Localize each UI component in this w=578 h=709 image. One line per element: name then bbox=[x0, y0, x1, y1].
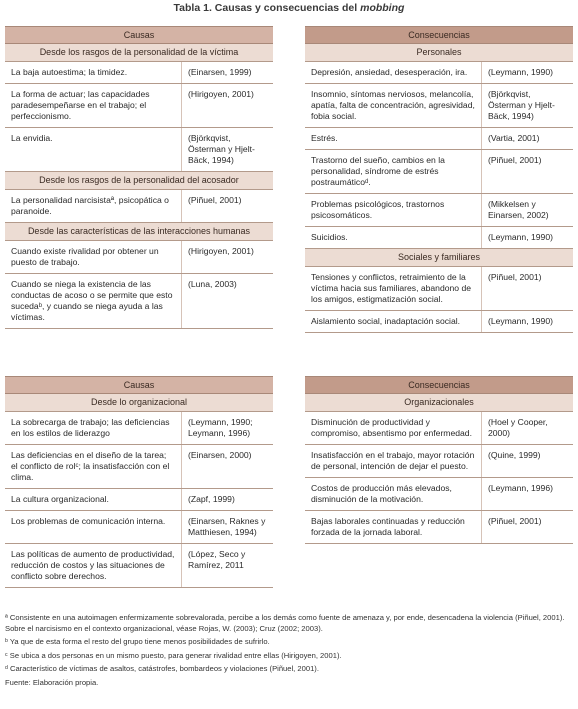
row-reference: (Einarsen, 1999) bbox=[181, 62, 273, 83]
table-row bbox=[5, 445, 273, 489]
footnotes bbox=[5, 613, 573, 691]
table-row bbox=[305, 267, 573, 311]
table-row bbox=[305, 194, 573, 227]
row-reference: (Hirigoyen, 2001) bbox=[181, 241, 273, 273]
row-reference: (Vartia, 2001) bbox=[481, 128, 573, 149]
row-reference: (Piñuel, 2001) bbox=[181, 190, 273, 222]
section-heading: Desde los rasgos de la personalidad de la víctima bbox=[5, 44, 273, 62]
consequences-personal-panel bbox=[305, 26, 573, 333]
row-description: Los problemas de comunicación interna. bbox=[11, 516, 166, 526]
row-description: Insatisfacción en el trabajo, mayor rotación de personal, intención de dejar el puesto. bbox=[311, 450, 475, 471]
row-description: Problemas psicológicos, trastornos psicosomáticos. bbox=[311, 199, 445, 220]
table-row bbox=[305, 478, 573, 511]
table-row bbox=[5, 412, 273, 445]
row-reference: (Piñuel, 2001) bbox=[481, 150, 573, 193]
section-heading: Sociales y familiares bbox=[305, 249, 573, 267]
row-description: Cuando se niega la existencia de las conductas de acoso o se permite que esto sucedaᵇ, y cuando se niega ayuda a las víctimas. bbox=[11, 279, 173, 322]
table-row bbox=[5, 62, 273, 84]
row-description: Bajas laborales continuadas y reducción forzada de la jornada laboral. bbox=[311, 516, 465, 537]
footnote-c: ᶜ Se ubica a dos personas en un mismo puesto, para generar rivalidad entre ellas (Hirigoyen, 2001). bbox=[5, 650, 342, 660]
table-row bbox=[5, 511, 273, 544]
table-row bbox=[5, 190, 273, 223]
row-reference: (Mikkelsen y Einarsen, 2002) bbox=[481, 194, 573, 226]
row-description: La sobrecarga de trabajo; las deficiencias en los estilos de liderazgo bbox=[11, 417, 170, 438]
row-description: Las políticas de aumento de productividad, reducción de costos y las situaciones de conflicto sobre derechos. bbox=[11, 549, 175, 581]
footnote-a: ª Consistente en una autoimagen enfermizamente sobrevalorada, percibe a los demás como fuente de amenaza y, por ende, desencadena la violencia (Piñuel, 2001). Sobre el narcisismo en el contexto organizacional, véase Rojas, W. (2003); Cruz (2002; 2003). bbox=[5, 613, 565, 633]
table-row bbox=[305, 227, 573, 249]
row-description: Insomnio, síntomas nerviosos, melancolía, apatía, falta de concentración, agresividad, fobia social. bbox=[311, 89, 475, 121]
row-reference: (Leymann, 1996) bbox=[481, 478, 573, 510]
table-row bbox=[305, 311, 573, 333]
causes-personal-panel bbox=[5, 26, 273, 329]
row-reference: (Leymann, 1990) bbox=[481, 62, 573, 83]
table-row bbox=[305, 84, 573, 128]
table-row bbox=[305, 445, 573, 478]
row-reference: (Leymann, 1990; Leymann, 1996) bbox=[181, 412, 273, 444]
causes-organizational-panel bbox=[5, 376, 273, 588]
row-reference: (Hoel y Cooper, 2000) bbox=[481, 412, 573, 444]
row-description: Aislamiento social, inadaptación social. bbox=[311, 316, 461, 326]
section-heading: Desde lo organizacional bbox=[5, 394, 273, 412]
row-description: La personalidad narcisistaª, psicopática o paranoide. bbox=[11, 195, 169, 216]
table-row bbox=[305, 62, 573, 84]
row-description: Cuando existe rivalidad por obtener un puesto de trabajo. bbox=[11, 246, 159, 267]
panel-header: Causas bbox=[5, 376, 273, 394]
row-reference: (Piñuel, 2001) bbox=[481, 511, 573, 543]
row-description: Trastorno del sueño, cambios en la personalidad, síndrome de estrés postraumáticoᵈ. bbox=[311, 155, 445, 187]
table-row bbox=[305, 412, 573, 445]
table-row bbox=[305, 511, 573, 544]
row-description: Depresión, ansiedad, desesperación, ira. bbox=[311, 67, 468, 77]
panel-header: Causas bbox=[5, 26, 273, 44]
section-heading: Organizacionales bbox=[305, 394, 573, 412]
panel-header: Consecuencias bbox=[305, 26, 573, 44]
section-heading: Desde las características de las interacciones humanas bbox=[5, 223, 273, 241]
table-title: Tabla 1. Causas y consecuencias del mobbing bbox=[173, 2, 405, 14]
row-reference: (Luna, 2003) bbox=[181, 274, 273, 328]
row-description: Costos de producción más elevados, disminución de la motivación. bbox=[311, 483, 452, 504]
table-row bbox=[5, 544, 273, 588]
row-description: La baja autoestima; la timidez. bbox=[11, 67, 128, 77]
source-note: Fuente: Elaboración propia. bbox=[5, 677, 99, 687]
row-reference: (Quine, 1999) bbox=[481, 445, 573, 477]
row-reference: (Einarsen, 2000) bbox=[181, 445, 273, 488]
row-description: Disminución de productividad y compromiso, absentismo por enfermedad. bbox=[311, 417, 472, 438]
table-row bbox=[5, 274, 273, 329]
table-row bbox=[5, 128, 273, 172]
panel-header: Consecuencias bbox=[305, 376, 573, 394]
table-row bbox=[5, 84, 273, 128]
table-row bbox=[5, 489, 273, 511]
footnote-d: ᵈ Característico de víctimas de asaltos, catástrofes, bombardeos y violaciones (Piñuel, 2001). bbox=[5, 664, 319, 673]
row-description: La cultura organizacional. bbox=[11, 494, 109, 504]
row-description: Las deficiencias en el diseño de la tarea; el conflicto de rolᶜ; la insatisfacción con el clima. bbox=[11, 450, 170, 482]
table-row bbox=[305, 150, 573, 194]
section-heading: Desde los rasgos de la personalidad del acosador bbox=[5, 172, 273, 190]
table-row bbox=[305, 128, 573, 150]
consequences-organizational-panel bbox=[305, 376, 573, 544]
row-reference: (Leymann, 1990) bbox=[481, 311, 573, 332]
row-reference: (Hirigoyen, 2001) bbox=[181, 84, 273, 127]
footnote-b: ᵇ Ya que de esta forma el resto del grupo tiene menos posibilidades de sufrirlo. bbox=[5, 637, 270, 646]
row-reference: (López, Seco y Ramírez, 2011 bbox=[181, 544, 273, 587]
row-description: Estrés. bbox=[311, 133, 338, 143]
row-description: Tensiones y conflictos, retraimiento de la víctima hacia sus familiares, abandono de los amigos, estigmatización social. bbox=[311, 272, 472, 304]
row-reference: (Piñuel, 2001) bbox=[481, 267, 573, 310]
row-reference: (Björkqvist, Österman y Hjelt-Bäck, 1994) bbox=[481, 84, 573, 127]
section-heading: Personales bbox=[305, 44, 573, 62]
table-row bbox=[5, 241, 273, 274]
row-description: Suicidios. bbox=[311, 232, 348, 242]
row-reference: (Leymann, 1990) bbox=[481, 227, 573, 248]
row-description: La envidia. bbox=[11, 133, 53, 143]
row-reference: (Einarsen, Raknes y Matthiesen, 1994) bbox=[181, 511, 273, 543]
row-description: La forma de actuar; las capacidades paradesempeñarse en el trabajo; el perfeccionismo. bbox=[11, 89, 150, 121]
row-reference: (Björkqvist, Österman y Hjelt-Bäck, 1994) bbox=[181, 128, 273, 171]
row-reference: (Zapf, 1999) bbox=[181, 489, 273, 510]
